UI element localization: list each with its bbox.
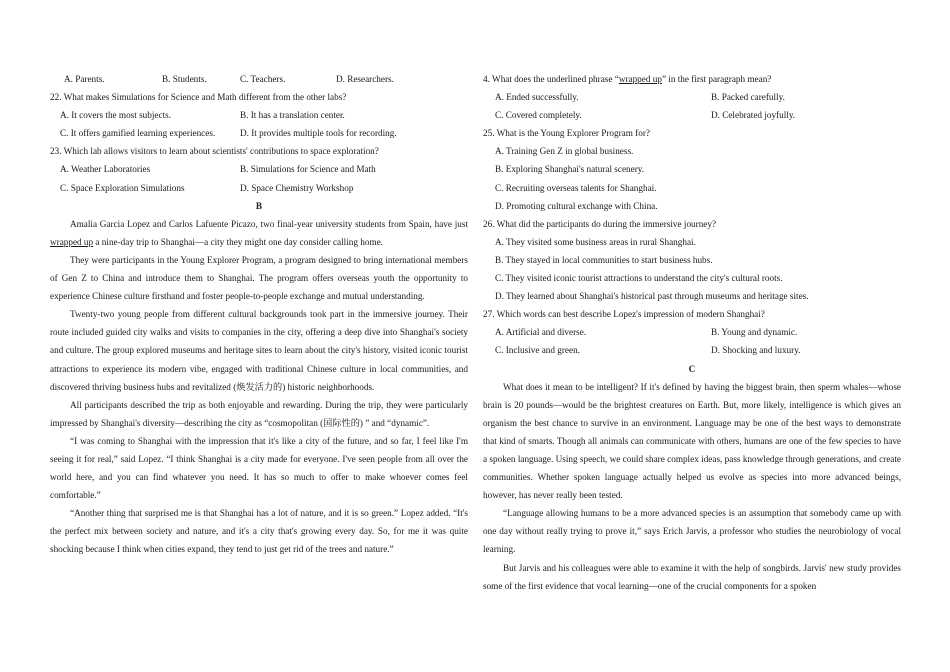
section-c-heading: C <box>688 363 696 374</box>
q24-stem-before: 4. What does the underlined phrase “ <box>483 74 619 84</box>
q23-option-d: D. Space Chemistry Workshop <box>240 182 354 193</box>
passage-b-paragraph-2: They were participants in the Young Explorer Program, a program designed to bring international members of Gen Z to China and introduce them to Shanghai. The program offers overseas youth the opportunity to experience Chinese culture firsthand and foster people-to-people exchange and mutual understanding. <box>50 254 468 302</box>
q25-option-c: C. Recruiting overseas talents for Shanghai. <box>495 182 657 193</box>
q21-option-d: D. Researchers. <box>336 74 394 84</box>
q26-option-d: D. They learned about Shanghai's historical past through museums and heritage sites. <box>495 291 809 302</box>
q27-option-a: A. Artificial and diverse. <box>495 327 587 338</box>
q24-option-a: A. Ended successfully. <box>495 92 579 103</box>
q24-options-cd <box>483 106 901 124</box>
q23-stem: 23. Which lab allows visitors to learn about scientists' contributions to space exploration? <box>50 146 379 157</box>
q22-option-a: A. It covers the most subjects. <box>60 110 171 121</box>
q25-stem: 25. What is the Young Explorer Program for? <box>483 128 650 139</box>
q26-option-c: C. They visited iconic tourist attractions to understand the city's cultural roots. <box>495 273 783 284</box>
q22-options-ab <box>50 106 468 124</box>
passage-b-paragraph-5: “I was coming to Shanghai with the impression that it's like a city of the future, and so far, I feel like I'm seeing it for real,” said Lopez. “I think Shanghai is a city made for everyone. I've seen people from all over the world here, and you can find whatever you need. It has so much to offer to make whoever comes feel comfortable.” <box>50 435 468 501</box>
q23-option-b: B. Simulations for Science and Math <box>240 164 376 175</box>
q26-option-b: B. They stayed in local communities to start business hubs. <box>495 254 713 265</box>
q23-option-a: A. Weather Laboratories <box>60 164 151 175</box>
q22-option-c: C. It offers gamified learning experiences. <box>60 128 216 139</box>
q24-underlined-phrase: wrapped up <box>618 74 662 84</box>
q27-options-ab <box>483 323 901 341</box>
q24-option-b: B. Packed carefully. <box>711 92 785 103</box>
right-column <box>483 70 901 595</box>
passage-c-paragraph-3: But Jarvis and his colleagues were able to examine it with the help of songbirds. Jarvis' new study provides some of the first evidence that vocal learning—one of the crucial components for a spoken <box>483 562 901 591</box>
passage-b-p1-before: Amalia Garcia Lopez and Carlos Lafuente Picazo, two final-year university students from Spain, have just <box>70 218 468 229</box>
underlined-phrase: wrapped up <box>50 236 94 247</box>
q22-stem: 22. What makes Simulations for Science and Math different from the other labs? <box>50 92 347 103</box>
q22-options-cd <box>50 124 468 142</box>
q25-option-d: D. Promoting cultural exchange with China. <box>495 200 658 211</box>
q23-option-c: C. Space Exploration Simulations <box>60 182 185 193</box>
passage-c-paragraph-1: What does it mean to be intelligent? If it's defined by having the biggest brain, then sperm whales—whose brain is 20 pounds—would be the brightest creatures on Earth. But, more likely, intelligence is which gives an organism the best chance to survive in an environment. Language may be one of the best ways to demonstrate that kind of smarts. Though all animals can communicate with others, humans are one of the few species to have a spoken language. Using speech, we could share complex ideas, pass knowledge through generations, and create communities. Whether spoken language actually helped us evolve as species into more advanced beings, however, has never really been tested. <box>483 381 901 501</box>
q25-option-a: A. Training Gen Z in global business. <box>495 146 634 157</box>
q21-option-b: B. Students. <box>162 74 207 84</box>
q23-options-cd <box>50 179 468 197</box>
section-b-heading: B <box>255 200 263 211</box>
q24-option-c: C. Covered completely. <box>495 110 582 121</box>
left-column <box>50 70 468 559</box>
q22-option-d: D. It provides multiple tools for recording. <box>240 128 397 139</box>
passage-b-p1-after: a nine-day trip to Shanghai—a city they might one day consider calling home. <box>93 236 383 247</box>
q21-option-a: A. Parents. <box>64 74 105 84</box>
q24-option-d: D. Celebrated joyfully. <box>711 110 796 121</box>
q24-stem-after: ” in the first paragraph mean? <box>661 74 772 84</box>
q27-option-b: B. Young and dynamic. <box>711 327 798 338</box>
passage-b-paragraph-4: All participants described the trip as both enjoyable and rewarding. During the trip, they were particularly impressed by Shanghai's diversity—describing the city as “cosmopolitan (国际性的) ” and “dynamic”. <box>50 399 468 428</box>
q24-options-ab <box>483 88 901 106</box>
q21-option-c: C. Teachers. <box>240 74 286 84</box>
q24-stem <box>483 70 901 88</box>
q23-options-ab <box>50 160 468 178</box>
q27-option-c: C. Inclusive and green. <box>495 345 580 356</box>
passage-b-paragraph-3: Twenty-two young people from different cultural backgrounds took part in the immersive journey. Their route included guided city walks and visits to companies in the city, offering a deep dive into Shanghai's society and culture. The group explored museums and heritage sites to learn about the city's history, visited iconic tourist attractions to experience its modern vibe, engaged with traditional Chinese culture in local communities, and discovered thriving business hubs and revitalized (焕发活力的) historic neighborhoods. <box>50 309 468 392</box>
passage-b-paragraph-6: “Another thing that surprised me is that Shanghai has a lot of nature, and it is so green.” Lopez added. “It's the perfect mix between society and nature, and it's a city that's growing every day. So, for me it was quite shocking because I think when cities expand, they tend to just get rid of the trees and nature.” <box>50 508 468 555</box>
q21-options <box>50 70 468 88</box>
passage-c-paragraph-2: “Language allowing humans to be a more advanced species is an assumption that somebody came up with one day without really trying to prove it,” says Erich Jarvis, a professor who studies the neurobiology of vocal learning. <box>483 508 901 555</box>
q26-option-a: A. They visited some business areas in rural Shanghai. <box>495 236 696 247</box>
q27-option-d: D. Shocking and luxury. <box>711 345 801 356</box>
passage-b-paragraph-1 <box>50 215 468 251</box>
q27-options-cd <box>483 341 901 359</box>
q25-option-b: B. Exploring Shanghai's natural scenery. <box>495 164 645 175</box>
q22-option-b: B. It has a translation center. <box>240 110 345 121</box>
q27-stem: 27. Which words can best describe Lopez's impression of modern Shanghai? <box>483 309 765 320</box>
q26-stem: 26. What did the participants do during the immersive journey? <box>483 218 717 229</box>
